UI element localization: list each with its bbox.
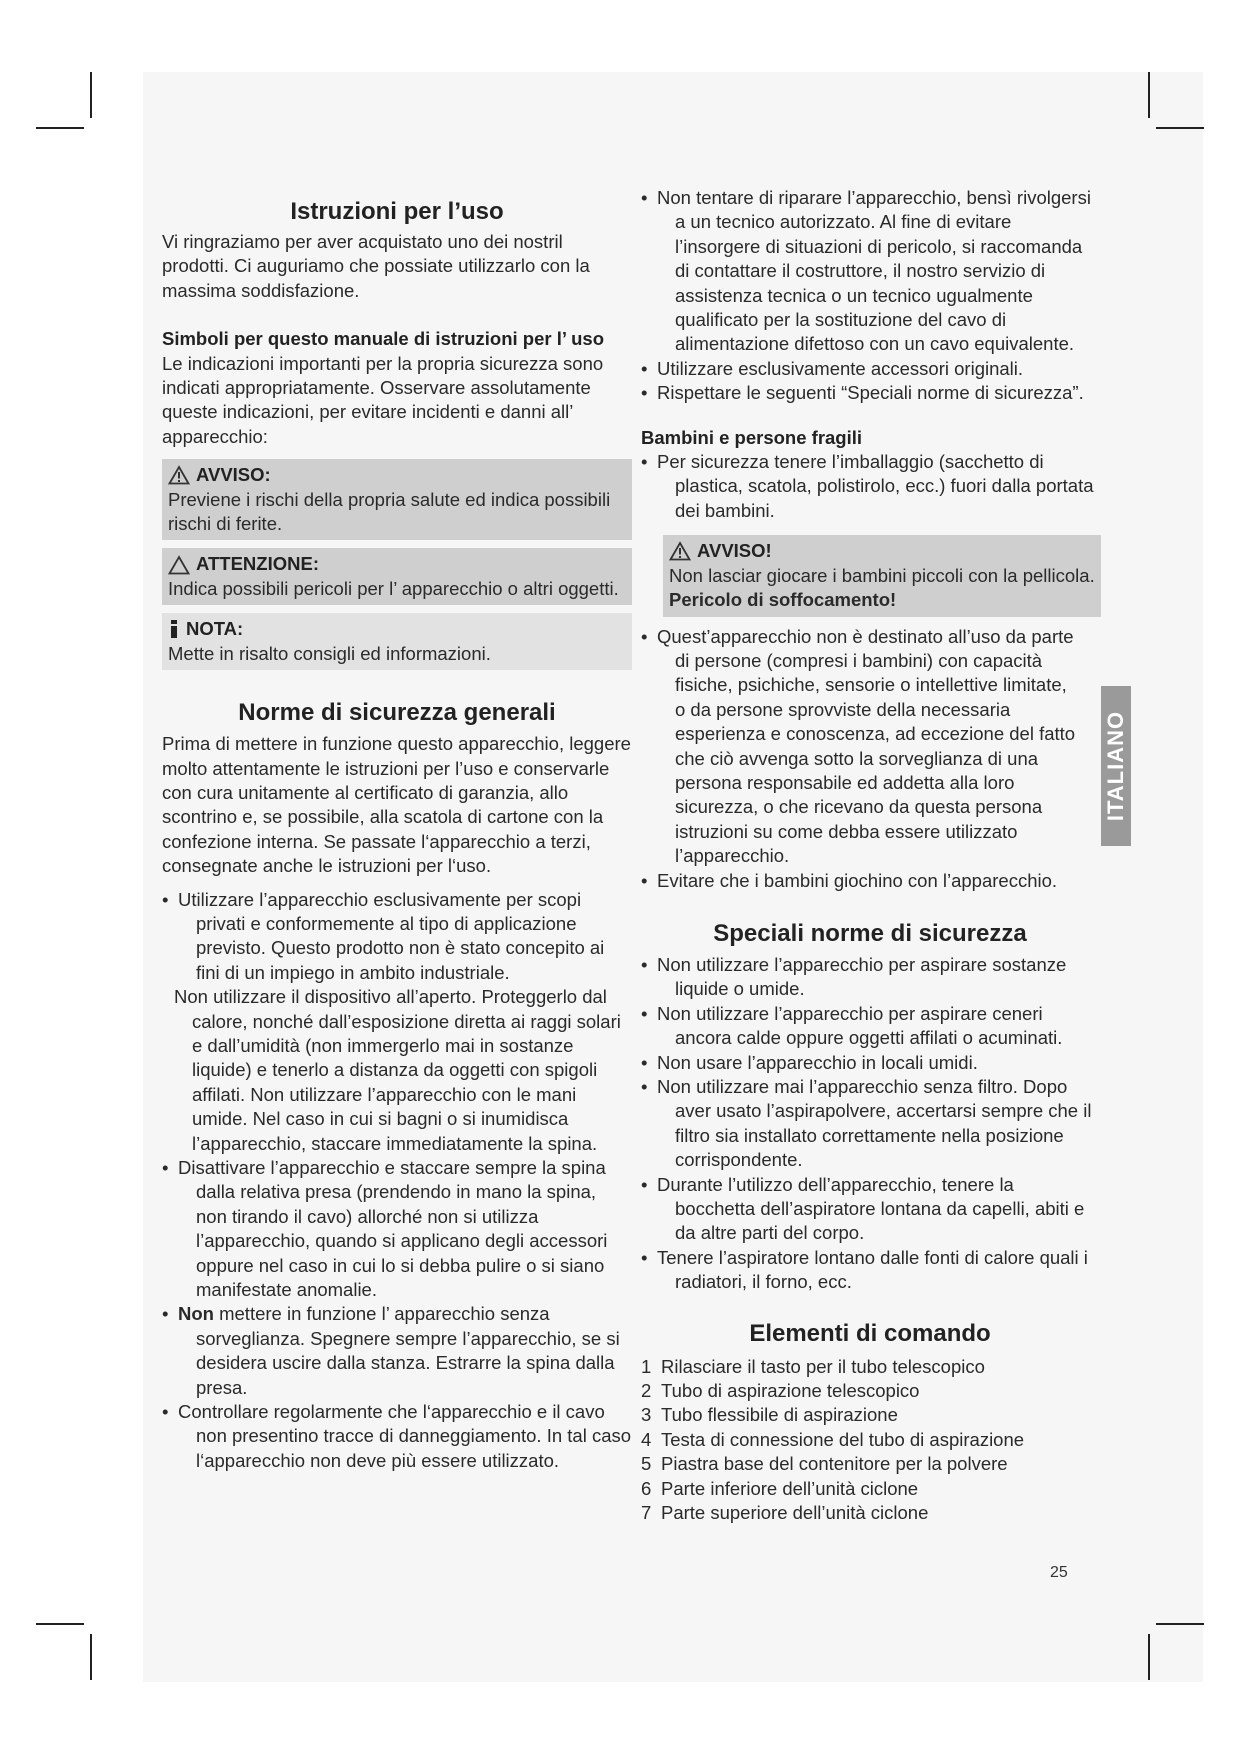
left-column	[162, 186, 632, 1473]
controls-list	[641, 1355, 1099, 1526]
list-item	[641, 1379, 1099, 1403]
list-item: • Controllare regolarmente che l‘apparecchio e il cavo non presentino tracce di danneggiamento. In tal caso l‘apparecchio non deve più essere utilizzato.	[162, 1400, 632, 1473]
page-number: 25	[1050, 1564, 1068, 1581]
item-number: 5	[641, 1453, 652, 1475]
item-number: 3	[641, 1404, 652, 1426]
item-label: Piastra base del contenitore per la polvere	[661, 1453, 1008, 1475]
children-warning-box	[663, 535, 1101, 616]
list-item: • Evitare che i bambini giochino con l’apparecchio.	[641, 869, 1079, 893]
list-item: • Non utilizzare l’apparecchio per aspirare sostanze liquide o umide.	[641, 953, 1099, 1002]
list-item: • Quest’apparecchio non è destinato all’uso da parte di persone (compresi i bambini) con capacità fisiche, psichiche, sensorie o intellettive limitate, o da persone sprovviste della necessaria esperienza e conoscenza, ad eccezione del fatto che ciò avvenga sotto la sorveglianza di una persona responsabile ed addetta alla loro sicurezza, o che ricevano da questa persona istruzioni su come debba essere utilizzato l’apparecchio.	[641, 625, 1079, 869]
general-intro: Prima di mettere in funzione questo apparecchio, leggere molto attentamente le istruzioni per l’uso e conservarle con cura unitamente al certificato di garanzia, allo scontrino e, se possibile, alla scatola di cartone con la confezione interna. Se passate l‘apparecchio a terzi, consegnate anche le istruzioni per l‘uso.	[162, 733, 631, 877]
warning-triangle-icon	[669, 541, 691, 561]
crop-mark-br-h	[1156, 1623, 1204, 1625]
list-item: • Durante l’utilizzo dell’apparecchio, tenere la bocchetta dell’aspiratore lontana da capelli, abiti e da altre parti del corpo.	[641, 1173, 1099, 1246]
item-label: Rilasciare il tasto per il tubo telescopico	[661, 1355, 985, 1377]
general-safety-list	[162, 888, 632, 1474]
list-item: • Non utilizzare mai l’apparecchio senza filtro. Dopo aver usato l’aspirapolvere, accertarsi sempre che il filtro sia installato correttamente nella posizione corrispondente.	[641, 1075, 1099, 1173]
general-safety-list-continued	[641, 186, 1099, 406]
list-item: • Disattivare l’apparecchio e staccare sempre la spina dalla relativa presa (prendendo in mano la spina, non tirando il cavo) allorché non si utilizza l’apparecchio, quando si applicano degli accessori oppure nel caso in cui lo si debba pulire o si siano manifestate anomalie.	[162, 1156, 632, 1302]
item-number: 6	[641, 1477, 652, 1499]
symbols-text: Le indicazioni importanti per la propria sicurezza sono indicati appropriatamente. Osservare assolutamente queste indicazioni, per evitare incidenti e danni all’ apparecchio:	[162, 352, 604, 447]
item-number: 2	[641, 1380, 652, 1402]
language-tab	[1101, 686, 1131, 846]
list-item: • Utilizzare esclusivamente accessori originali.	[641, 357, 1099, 381]
item-label: Tubo di aspirazione telescopico	[661, 1380, 920, 1402]
crop-mark-bl-h	[36, 1623, 84, 1625]
info-icon	[168, 619, 180, 639]
crop-mark-tr-v	[1148, 72, 1150, 118]
item-label: Testa di connessione del tubo di aspirazione	[661, 1428, 1025, 1450]
list-item: • Per sicurezza tenere l’imballaggio (sacchetto di plastica, scatola, polistirolo, ecc.) fuori dalla portata dei bambini.	[641, 450, 1099, 523]
intro-text: Vi ringraziamo per aver acquistato uno dei nostril prodotti. Ci auguriamo che possiate utilizzarlo con la massima soddisfazione.	[162, 231, 590, 301]
controls-heading: Elementi di comando	[749, 1319, 991, 1347]
warning-text: Previene i rischi della propria salute ed indica possibili rischi di ferite.	[168, 488, 611, 535]
list-item	[641, 1428, 1099, 1452]
item-label: Parte inferiore dell’unità ciclone	[661, 1477, 919, 1499]
crop-mark-tl-h	[36, 127, 84, 129]
list-item	[641, 1355, 1099, 1379]
list-item-text: mettere in funzione l’ apparecchio senza sorveglianza. Spegnere sempre l’apparecchio, se si desidera uscire dalla stanza. Estrarre la spina dalla presa.	[196, 1303, 620, 1398]
item-label: Tubo flessibile di aspirazione	[661, 1404, 898, 1426]
children-list	[641, 450, 1099, 523]
item-number: 4	[641, 1428, 652, 1450]
item-number: 1	[641, 1355, 652, 1377]
children-warning-label: AVVISO!	[697, 540, 772, 562]
list-item	[641, 1501, 1099, 1525]
general-safety-heading: Norme di sicurezza generali	[238, 699, 556, 727]
emphasis-non: Non	[178, 1303, 214, 1325]
caution-triangle-icon	[168, 555, 190, 575]
crop-mark-tl-v	[90, 72, 92, 118]
list-item	[641, 1452, 1099, 1476]
caution-label: ATTENZIONE:	[196, 553, 319, 575]
list-item: • Non usare l’apparecchio in locali umidi.	[641, 1051, 1099, 1075]
note-text: Mette in risalto consigli ed informazioni.	[168, 642, 491, 664]
list-item	[641, 1477, 1099, 1501]
language-tab-label: ITALIANO	[1103, 710, 1128, 822]
special-safety-list	[641, 953, 1099, 1295]
children-list-continued	[641, 625, 1079, 893]
caution-text: Indica possibili pericoli per l’ apparecchio o altri oggetti.	[168, 577, 619, 599]
right-column	[641, 186, 1099, 1526]
children-heading: Bambini e persone fragili	[641, 426, 863, 448]
list-item: Non utilizzare il dispositivo all’aperto. Proteggerlo dal calore, nonché dall’esposizione diretta ai raggi solari e dall’umidità (non immergerlo mai in sostanze liquide) e tenerlo a distanza da oggetti con spigoli affilati. Non utilizzare l’apparecchio con le mani umide. Nel caso in cui si bagni o si inumidisca l’apparecchio, staccare immediatamente la spina.	[174, 986, 621, 1154]
crop-mark-bl-v	[90, 1634, 92, 1680]
list-item: • Non utilizzare l’apparecchio per aspirare ceneri ancora calde oppure oggetti affilati o acuminati.	[641, 1002, 1099, 1051]
list-item	[162, 1302, 632, 1400]
list-item	[641, 1403, 1099, 1427]
crop-mark-tr-h	[1156, 127, 1204, 129]
note-box	[162, 613, 632, 670]
crop-mark-br-v	[1148, 1634, 1150, 1680]
children-warning-bold: Pericolo di soffocamento!	[669, 589, 897, 611]
special-safety-heading: Speciali norme di sicurezza	[713, 919, 1027, 947]
warning-triangle-icon	[168, 465, 190, 485]
children-warning-text: Non lasciar giocare i bambini piccoli con la pellicola.	[669, 564, 1095, 586]
note-label: NOTA:	[186, 618, 244, 640]
item-label: Parte superiore dell’unità ciclone	[661, 1502, 929, 1524]
item-number: 7	[641, 1502, 652, 1524]
symbols-heading: Simboli per questo manuale di istruzioni per l’ uso	[162, 328, 605, 350]
page-title: Istruzioni per l’uso	[290, 198, 504, 225]
warning-label: AVVISO:	[196, 464, 271, 486]
caution-box	[162, 548, 632, 605]
list-item: • Utilizzare l’apparecchio esclusivamente per scopi privati e conformemente al tipo di applicazione previsto. Questo prodotto non è stato concepito ai fini di un impiego in ambito industriale.	[162, 888, 632, 986]
list-item: • Rispettare le seguenti “Speciali norme di sicurezza”.	[641, 381, 1099, 405]
list-item: • Non tentare di riparare l’apparecchio, bensì rivolgersi a un tecnico autorizzato. Al fine di evitare l’insorgere di situazioni di pericolo, si raccomanda di contattare il costruttore, il nostro servizio di assistenza tecnica o un tecnico ugualmente qualificato per la sostituzione del cavo di alimentazione difettoso con un cavo equivalente.	[641, 186, 1099, 357]
warning-box	[162, 459, 632, 540]
list-item: • Tenere l’aspiratore lontano dalle fonti di calore quali i radiatori, il forno, ecc.	[641, 1246, 1099, 1295]
